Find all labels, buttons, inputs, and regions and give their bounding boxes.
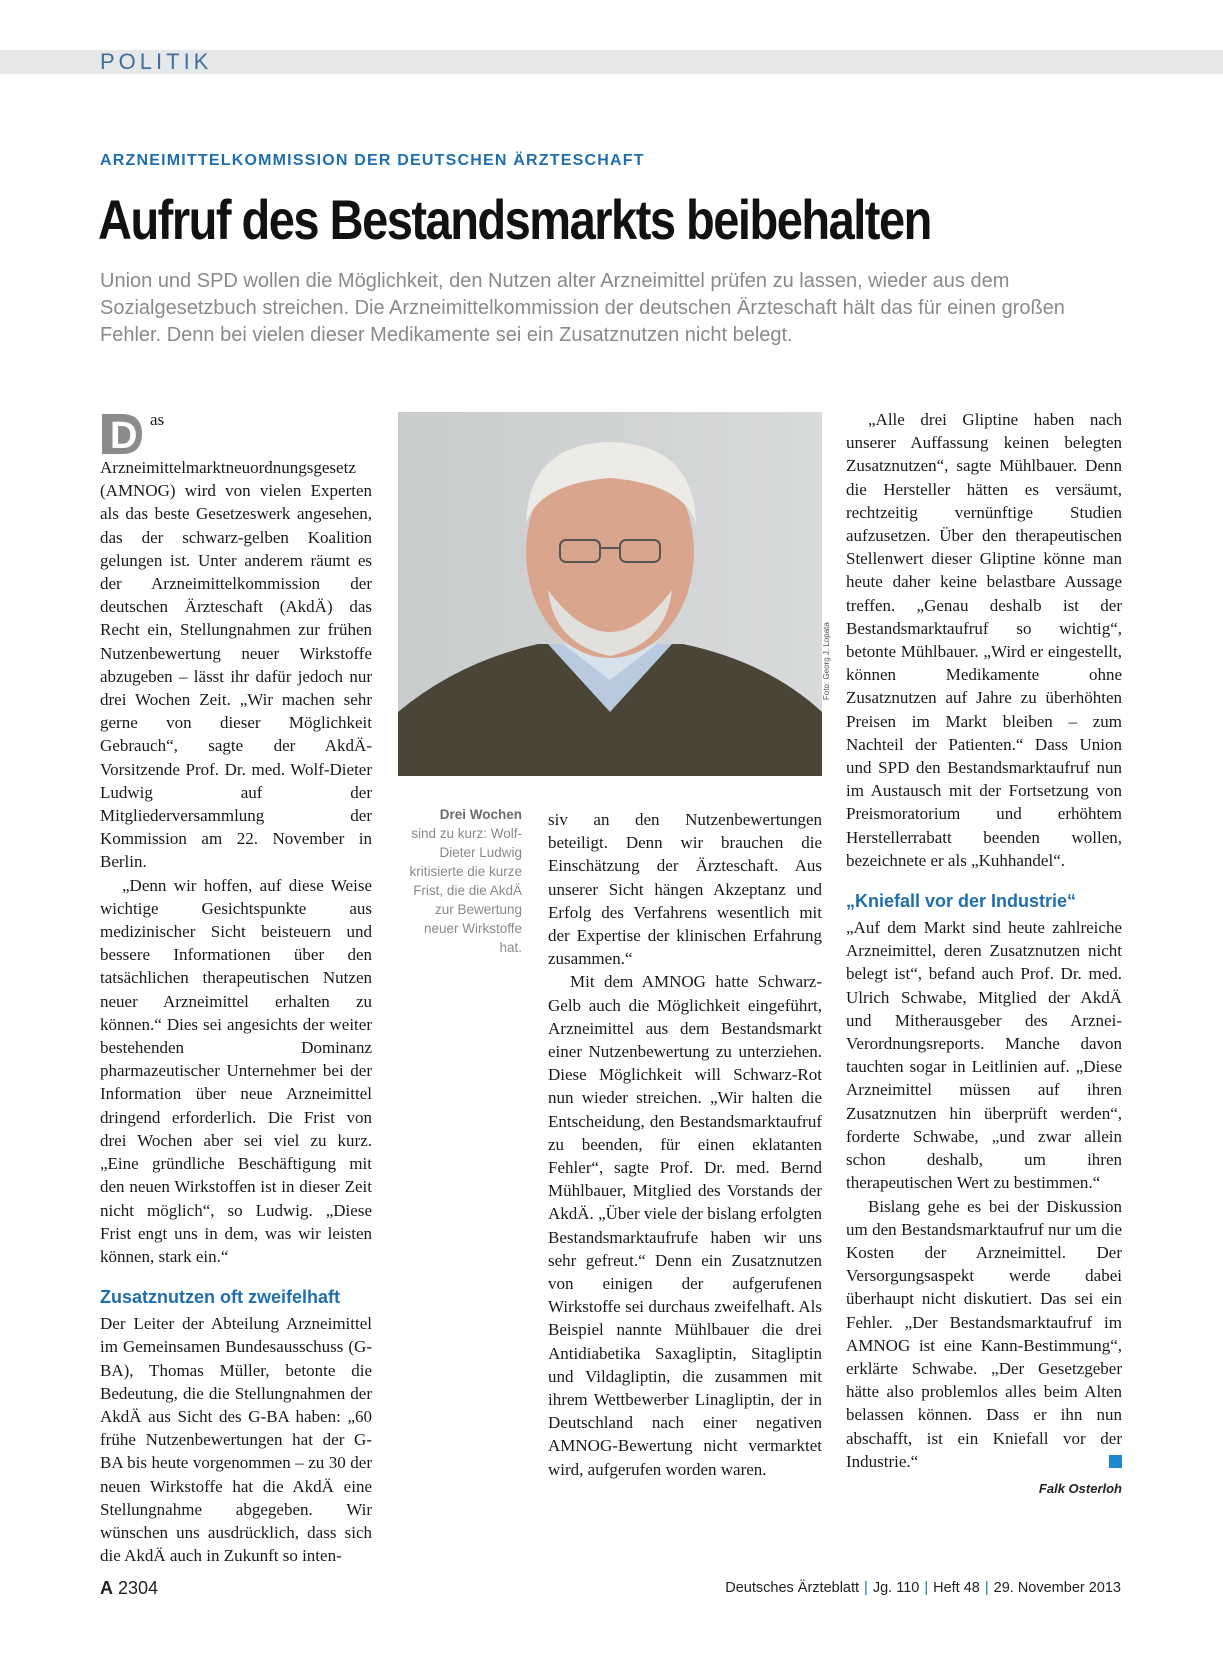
article-column-1 xyxy=(100,408,372,1567)
article-column-3 xyxy=(846,408,1122,1500)
paragraph xyxy=(100,408,372,874)
separator: | xyxy=(924,1580,929,1596)
article-column-2 xyxy=(548,808,822,1481)
subheading: „Kniefall vor der Industrie“ xyxy=(846,891,1077,912)
folio-number: 2304 xyxy=(118,1578,159,1598)
journal-volume: Jg. 110 xyxy=(872,1580,920,1596)
journal-name: Deutsches Ärzteblatt xyxy=(725,1580,860,1596)
subheading: Zusatznutzen oft zweifelhaft xyxy=(100,1287,340,1308)
journal-issue: Heft 48 xyxy=(933,1580,980,1596)
paragraph: Der Leiter der Abteilung Arzneimittel im Gemeinsamen Bundesausschuss (G-BA), Thomas Müller, betonte die Bedeutung, die die Stellungnahmen der AkdÄ aus Sicht des G-BA haben: „60 frühe Nutzenbewertungen hat der G-BA bis heute vorgenommen – zu 30 der neuen Wirkstoffe hat die AkdÄ eine Stellungnahme abgegeben. Wir wünschen uns ausdrücklich, dass sich die AkdÄ auch in Zukunft so inten- xyxy=(100,1314,372,1566)
paragraph-text: as Arzneimittelmarktneuordnungsgesetz (AMNOG) wird von vielen Experten als das beste Gesetzeswerk angesehen, das der schwarz-gelben Koalition gelungen ist. Unter anderem räumt es der Arzneimittelkommission der deutschen Ärzteschaft (AkdÄ) das Recht ein, Stellungnahmen zur frühen Nutzenbewertung neuer Wirkstoffe abzugeben – lässt ihr dafür jedoch nur drei Wochen Zeit. „Wir machen sehr gerne von dieser Möglichkeit Gebrauch“, sagte der AkdÄ-Vorsitzende Prof. Dr. med. Wolf-Dieter Ludwig auf der Mitgliederversammlung der Kommission am 22. November in Berlin. xyxy=(100,410,372,872)
caption-text: sind zu kurz: Wolf-Dieter Ludwig kritisierte die kurze Frist, die die AkdÄ zur Bewertung neuer Wirkstoffe hat. xyxy=(409,826,522,955)
section-label: POLITIK xyxy=(100,49,213,74)
portrait-photo xyxy=(398,412,822,776)
separator: | xyxy=(984,1580,989,1596)
author-byline: Falk Osterloh xyxy=(1038,1480,1122,1496)
journal-footer xyxy=(725,1580,1121,1596)
article-lead: Union und SPD wollen die Möglichkeit, den Nutzen alter Arzneimittel prüfen zu lassen, wieder aus dem Sozialgesetzbuch streichen. Die Arzneimittelkommission der deutschen Ärzteschaft hält das für einen großen Fehler. Denn bei vielen dieser Medikamente sei ein Zusatznutzen nicht belegt. xyxy=(100,270,1065,346)
paragraph-text: Bislang gehe es bei der Diskussion um den Bestandsmarktaufruf nur um die Kosten der Arzneimittel. Der Versorgungsaspekt werde dabei überhaupt nicht diskutiert. Das sei ein Fehler. „Der Bestandsmarktaufruf im AMNOG ist eine Kann-Bestimmung“, erklärte Schwabe. „Der Gesetzgeber hätte also problemlos alles beim Alten belassen können. Dass er ihn nun abschafft, ist ein Kniefall vor der Industrie.“ xyxy=(846,1196,1122,1471)
svg-text:D: D xyxy=(110,415,138,456)
caption-title: Drei Wochen xyxy=(439,807,522,822)
page-folio xyxy=(100,1578,158,1599)
end-of-article-mark xyxy=(1109,1455,1122,1468)
journal-date: 29. November 2013 xyxy=(993,1580,1121,1596)
drop-cap xyxy=(100,412,144,456)
photo-caption xyxy=(398,805,522,957)
paragraph: „Denn wir hoffen, auf diese Weise wichtige Gesichtspunkte aus medizinischer Sicht beisteuern und bessere Informationen über den tatsächlichen therapeutischen Nutzen neuer Arzneimittel erhalten zu können.“ Dies sei angesichts der weiter bestehenden Dominanz pharmazeutischer Unternehmer bei der Information über neue Arzneimittel dringend erforderlich. Die Frist von drei Wochen aber sei viel zu kurz. „Eine gründliche Beschäftigung mit den neuen Wirkstoffen ist in dieser Zeit nicht möglich“, so Ludwig. „Diese Frist engt uns in dem, was wir leisten können, stark ein.“ xyxy=(100,875,372,1266)
folio-prefix: A xyxy=(100,1578,113,1598)
article-kicker: ARZNEIMITTELKOMMISSION DER DEUTSCHEN ÄRZTESCHAFT xyxy=(100,152,645,169)
paragraph: „Auf dem Markt sind heute zahlreiche Arzneimittel, deren Zusatznutzen nicht belegt ist“, befand auch Prof. Dr. med. Ulrich Schwabe, Mitglied der AkdÄ und Mitherausgeber des Arznei-Verordnungsreports. Manche davon tauchten sogar in Leitlinien auf. „Diese Arzneimittel müssen auf ihren Zusatznutzen hin überprüft werden“, forderte Schwabe, „und zwar allein schon deshalb, um ihren therapeutischen Wert zu bestimmen.“ xyxy=(846,918,1122,1193)
article-headline: Aufruf des Bestandsmarkts beibehalten xyxy=(98,188,931,251)
separator: | xyxy=(864,1580,868,1596)
paragraph xyxy=(846,1195,1122,1473)
paragraph: „Alle drei Gliptine haben nach unserer Auffassung keinen belegten Zusatznutzen“, sagte Mühlbauer. Denn die Hersteller hätten es versäumt, rechtzeitig vernünftige Studien aufzusetzen. Über den therapeutischen Stellenwert dieser Gliptine könne man heute daher keine belastbare Aussage treffen. „Genau deshalb ist der Bestandsmarktaufruf so wichtig“, betonte Mühlbauer. „Wird er eingestellt, können Medikamente ohne Zusatznutzen auf Jahre zu überhöhten Preisen im Markt bleiben – zum Nachteil der Patienten.“ Dass Union und SPD den Bestandsmarktaufruf nun im Austausch mit der Fortsetzung von Preismoratorium und erhöhtem Herstellerrabatt beenden wollen, bezeichnete er als „Kuhhandel“. xyxy=(846,410,1122,870)
paragraph: siv an den Nutzenbewertungen beteiligt. Denn wir brauchen die Einschätzung der Ärzteschaft. Aus unserer Sicht hängen Akzeptanz und Erfolg des Verfahrens wesentlich mit der Expertise der klinischen Erfahrung zusammen.“ xyxy=(548,810,822,969)
paragraph: Mit dem AMNOG hatte Schwarz-Gelb auch die Möglichkeit eingeführt, Arzneimittel aus dem Bestandsmarkt einer Nutzenbewertung zu unterziehen. Diese Möglichkeit will Schwarz-Rot nun wieder streichen. „Wir halten die Entscheidung, den Bestandsmarktaufruf zu beenden, für einen eklatanten Fehler“, sagte Prof. Dr. med. Bernd Mühlbauer, Mitglied des Vorstands der AkdÄ. „Über viele der bislang erfolgten Bestandsmarktaufrufe haben wir uns sehr gefreut.“ Denn ein Zusatznutzen von einigen der aufgerufenen Wirkstoffe sei durchaus zweifelhaft. Als Beispiel nannte Mühlbauer die drei Antidiabetika Saxagliptin, Sitagliptin und Vildagliptin, die zusammen mit ihrem Wettbewerber Linagliptin, der in Deutschland nach einer negativen AMNOG-Bewertung nicht vermarktet wird, aufgerufen worden waren. xyxy=(548,972,822,1479)
photo-credit: Foto: Georg J. Lopata xyxy=(822,622,831,700)
